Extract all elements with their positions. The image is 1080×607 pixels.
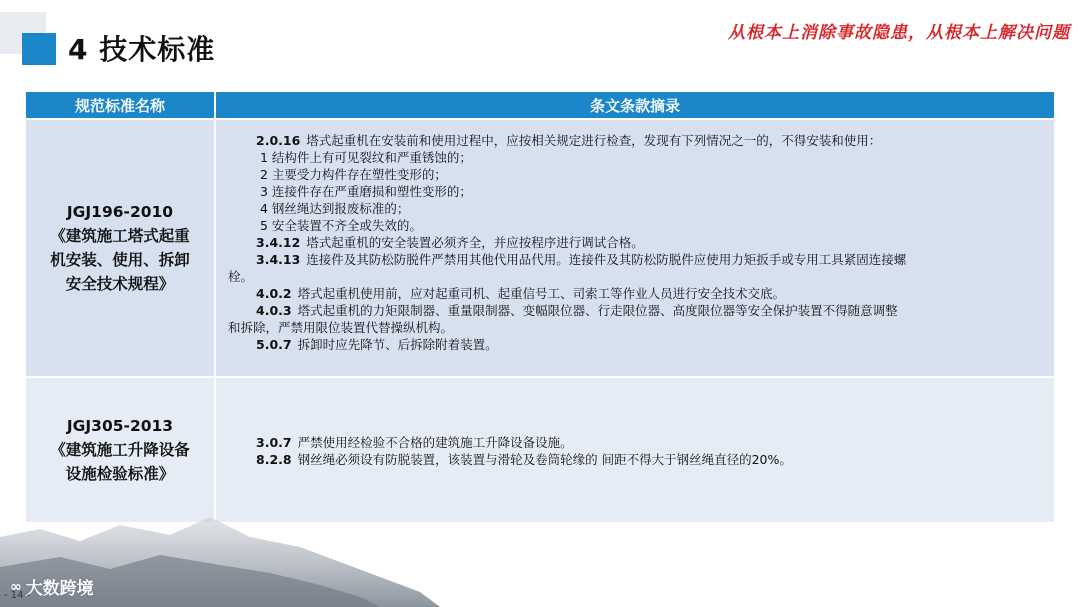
clause-code: 4.0.3: [256, 303, 292, 318]
clause-text: 5 安全装置不齐全或失效的。: [260, 218, 422, 233]
clause-cell: [216, 120, 1054, 376]
standard-code: JGJ305-2013: [66, 417, 174, 435]
standards-table: [26, 92, 1054, 522]
clause-text: 塔式起重机在安装前和使用过程中，应按相关规定进行检查，发现有下列情况之一的，不得安装和使用：: [306, 133, 882, 148]
clause-code: 5.0.7: [256, 337, 292, 352]
clause-text: 4 钢丝绳达到报废标准的；: [260, 201, 410, 216]
clause-text: 1 结构件上有可见裂纹和严重锈蚀的；: [260, 150, 472, 165]
brand-logo-icon: ∞: [10, 578, 22, 595]
clause-line: [226, 319, 1046, 336]
clause-line: [226, 132, 1046, 149]
clause-text: 2 主要受力构件存在塑性变形的；: [260, 167, 447, 182]
clause-text: 严禁使用经检验不合格的建筑施工升降设备设施。: [297, 435, 573, 450]
clause-code: 4.0.2: [256, 286, 292, 301]
clause-line: [226, 268, 1046, 285]
slide-title: 4 技术标准: [68, 33, 216, 66]
clause-line: [226, 217, 1046, 234]
clause-line: [226, 166, 1046, 183]
standard-title-line: 安全技术规程》: [65, 275, 175, 293]
clause-cell: [216, 378, 1054, 522]
slogan: 从根本上消除事故隐患，从根本上解决问题: [728, 23, 1070, 43]
standard-title-line: 机安装、使用、拆卸: [50, 251, 190, 269]
clause-text: 塔式起重机使用前，应对起重司机、起重信号工、司索工等作业人员进行安全技术交底。: [297, 286, 786, 301]
header-standard-name: 规范标准名称: [26, 92, 214, 118]
standard-title-line: 《建筑施工升降设备: [50, 441, 190, 459]
standard-code: JGJ196-2010: [66, 203, 174, 221]
standard-title-line: 设施检验标准》: [65, 465, 175, 483]
brand-name: 大数跨境: [25, 579, 94, 599]
page-number: - 14 -: [4, 590, 31, 601]
clause-code: 2.0.16: [256, 133, 301, 148]
clause-code: 3.0.7: [256, 435, 292, 450]
clause-line: [226, 434, 1046, 451]
clause-line: [226, 285, 1046, 302]
clause-text: 拆卸时应先降节、后拆除附着装置。: [297, 337, 498, 352]
clause-text: 塔式起重机的安全装置必须齐全，并应按程序进行调试合格。: [306, 235, 644, 250]
clause-text: 3 连接件存在严重磨损和塑性变形的；: [260, 184, 472, 199]
clause-line: [226, 302, 1046, 319]
clause-code: 3.4.13: [256, 252, 301, 267]
title-marker: [22, 33, 56, 65]
standard-name-cell: [26, 378, 214, 522]
clause-code: 3.4.12: [256, 235, 301, 250]
clause-code: 8.2.8: [256, 452, 292, 467]
clause-line: [226, 251, 1046, 268]
clause-line: [226, 336, 1046, 353]
clause-line: [226, 149, 1046, 166]
clause-text: 连接件及其防松防脱件严禁用其他代用品代用。连接件及其防松防脱件应使用力矩扳手或专用工具紧固连接螺: [306, 252, 907, 267]
clause-text: 栓。: [228, 269, 254, 284]
header-clause-excerpt: 条文条款摘录: [216, 92, 1054, 118]
standard-title-line: 《建筑施工塔式起重: [50, 227, 190, 245]
clause-line: [226, 234, 1046, 251]
clause-text: 塔式起重机的力矩限制器、重量限制器、变幅限位器、行走限位器、高度限位器等安全保护装置不得随意调整: [297, 303, 898, 318]
clause-line: [226, 183, 1046, 200]
clause-line: [226, 200, 1046, 217]
clause-line: [226, 451, 1046, 468]
standard-name-cell: [26, 120, 214, 376]
clause-text: 和拆除，严禁用限位装置代替操纵机构。: [228, 320, 454, 335]
clause-text: 钢丝绳必须设有防脱装置，该装置与滑轮及卷筒轮缘的 间距不得大于钢丝绳直径的20%。: [297, 452, 792, 467]
